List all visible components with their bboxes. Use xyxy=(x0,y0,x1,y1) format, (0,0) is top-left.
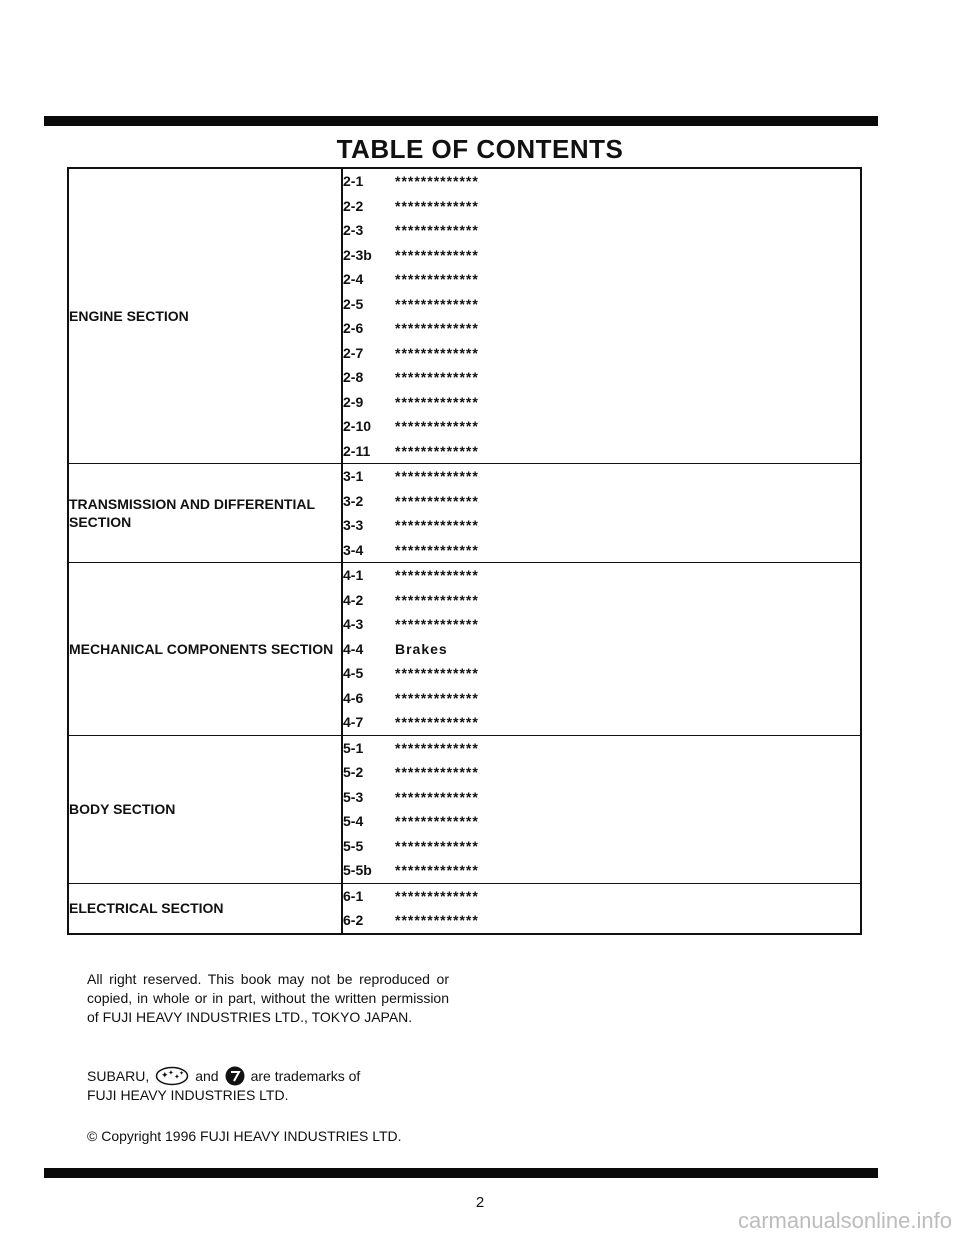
chapter-code[interactable]: 4-4 xyxy=(343,640,364,657)
chapter-title[interactable]: ************* xyxy=(395,788,479,805)
chapter-title[interactable]: ************* xyxy=(395,883,861,908)
chapter-code[interactable]: 2-2 xyxy=(343,197,364,214)
svg-text:✦: ✦ xyxy=(174,1073,181,1081)
chapter-title[interactable]: ************* xyxy=(395,369,479,386)
section-name: BODY SECTION xyxy=(68,735,342,883)
svg-text:✦: ✦ xyxy=(168,1069,175,1077)
chapter-code[interactable]: 3-2 xyxy=(343,492,364,509)
chapter-code[interactable]: 4-3 xyxy=(343,616,364,633)
chapter-title[interactable]: ************* xyxy=(395,295,479,312)
section-name: ENGINE SECTION xyxy=(68,168,342,464)
chapter-code[interactable]: 6-1 xyxy=(342,883,395,908)
page-title: TABLE OF CONTENTS xyxy=(336,134,624,164)
chapter-code[interactable]: 2-3b xyxy=(343,246,372,263)
trademark-suffix: are trademarks of xyxy=(250,1067,361,1084)
trademark-prefix: SUBARU, xyxy=(87,1067,150,1084)
chapter-code[interactable]: 5-5 xyxy=(343,837,364,854)
trademark-and: and xyxy=(195,1067,219,1084)
chapter-code[interactable]: 5-3 xyxy=(343,788,364,805)
top-rule xyxy=(44,116,878,126)
page-number: 2 xyxy=(475,1194,485,1211)
chapter-title[interactable]: ************* xyxy=(395,563,861,588)
chapter-title[interactable]: ************* xyxy=(395,813,479,830)
chapter-title[interactable]: ************* xyxy=(395,862,479,879)
subaru-stars-logo-icon xyxy=(155,1066,189,1086)
subaru-circle-logo-icon xyxy=(225,1066,245,1086)
chapter-code[interactable]: 4-5 xyxy=(343,665,364,682)
section-name: TRANSMISSION AND DIFFERENTIAL SECTION xyxy=(68,464,342,563)
chapter-code[interactable]: 3-4 xyxy=(343,541,364,558)
chapter-code[interactable]: 2-1 xyxy=(343,173,364,190)
toc-table xyxy=(67,167,862,935)
svg-text:✦: ✦ xyxy=(161,1071,169,1081)
chapter-code[interactable]: 2-7 xyxy=(343,344,364,361)
section-name: ELECTRICAL SECTION xyxy=(68,883,342,934)
chapter-code[interactable]: 3-3 xyxy=(343,517,364,534)
bottom-rule xyxy=(44,1168,878,1178)
chapter-code[interactable]: 2-5 xyxy=(343,295,364,312)
rights-notice xyxy=(87,970,449,1039)
copyright-text: © Copyright 1996 FUJI HEAVY INDUSTRIES LTD. xyxy=(87,1128,402,1144)
chapter-title[interactable]: ************* xyxy=(395,665,479,682)
chapter-title[interactable]: ************* xyxy=(395,591,479,608)
chapter-title[interactable]: ************* xyxy=(395,442,479,459)
chapter-title[interactable]: ************* xyxy=(395,492,479,509)
chapter-title[interactable]: ************* xyxy=(395,320,479,337)
chapter-code[interactable]: 2-9 xyxy=(343,393,364,410)
watermark-text: carmanualsonline.info xyxy=(737,1208,952,1233)
chapter-title[interactable]: ************* xyxy=(395,271,479,288)
toc-row xyxy=(68,464,861,489)
chapter-title[interactable]: ************* xyxy=(395,616,479,633)
chapter-code[interactable]: 4-7 xyxy=(343,714,364,731)
chapter-code[interactable]: 4-1 xyxy=(342,563,395,588)
chapter-title[interactable]: ************* xyxy=(395,764,479,781)
chapter-title[interactable]: ************* xyxy=(395,197,479,214)
chapter-title[interactable]: ************* xyxy=(395,714,479,731)
chapter-title[interactable]: ************* xyxy=(395,344,479,361)
chapter-title[interactable]: Brakes xyxy=(395,640,448,657)
trademark-owner: FUJI HEAVY INDUSTRIES LTD. xyxy=(87,1087,289,1103)
chapter-code[interactable]: 5-4 xyxy=(343,813,364,830)
toc-row xyxy=(68,563,861,588)
chapter-title[interactable]: ************* xyxy=(395,222,479,239)
chapter-title[interactable]: ************* xyxy=(395,912,479,929)
chapter-code[interactable]: 4-6 xyxy=(343,689,364,706)
chapter-code[interactable]: 3-1 xyxy=(342,464,395,489)
chapter-code[interactable]: 2-6 xyxy=(343,320,364,337)
svg-text:✦: ✦ xyxy=(179,1070,185,1077)
chapter-title[interactable]: ************* xyxy=(395,541,479,558)
chapter-title[interactable]: ************* xyxy=(395,735,861,760)
chapter-code[interactable]: 2-10 xyxy=(343,418,372,435)
chapter-title[interactable]: ************* xyxy=(395,393,479,410)
chapter-code[interactable]: 2-11 xyxy=(343,442,371,459)
chapter-title[interactable]: ************* xyxy=(395,464,861,489)
toc-row xyxy=(68,883,861,908)
section-name: MECHANICAL COMPONENTS SECTION xyxy=(68,563,342,736)
rights-text: All right reserved. This book may not be reproduced or copied, in whole or in part, without the written permission of FUJI HEAVY INDUSTRIES LTD., TOKYO JAPAN. xyxy=(87,971,449,1025)
chapter-code[interactable]: 5-2 xyxy=(343,764,364,781)
chapter-code[interactable]: 5-5b xyxy=(343,862,372,879)
chapter-title[interactable]: ************* xyxy=(395,689,479,706)
chapter-code[interactable]: 4-2 xyxy=(343,591,364,608)
chapter-code[interactable]: 2-8 xyxy=(343,369,364,386)
toc-row xyxy=(68,735,861,760)
chapter-title[interactable]: ************* xyxy=(395,246,479,263)
chapter-code[interactable]: 2-4 xyxy=(343,271,364,288)
chapter-code[interactable]: 2-3 xyxy=(343,222,364,239)
chapter-title[interactable]: ************* xyxy=(395,418,479,435)
chapter-code[interactable]: 5-1 xyxy=(342,735,395,760)
trademark-notice xyxy=(87,1066,467,1105)
toc-row xyxy=(68,168,861,194)
chapter-title[interactable]: ************* xyxy=(395,837,479,854)
chapter-title[interactable]: ************* xyxy=(395,173,479,190)
chapter-title[interactable]: ************* xyxy=(395,517,479,534)
chapter-code[interactable]: 6-2 xyxy=(343,912,364,929)
